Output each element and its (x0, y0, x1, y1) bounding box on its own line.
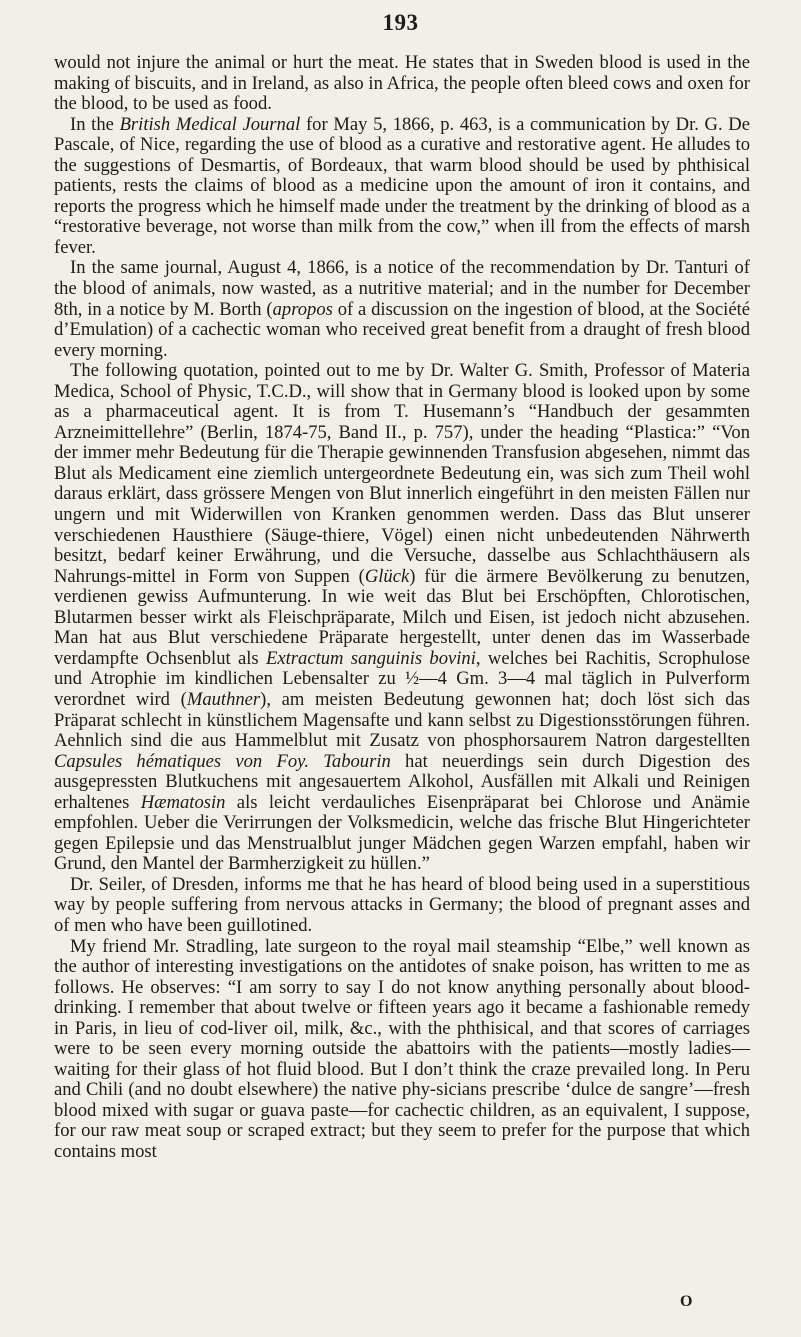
paragraph (54, 258, 750, 361)
italic-text: Capsules hématiques von Foy. Tabourin (54, 750, 391, 772)
text-run: My friend Mr. Stradling, late surgeon to the royal mail steamship “Elbe,” well known as the author of interesting investigations on the antidotes of snake poison, has written to me as follows. He observes: “I am sorry to say I do not know anything personally about blood-drinking. I remember that about twelve or fifteen years ago it became a fashionable remedy in Paris, in lieu of cod-liver oil, milk, &c., with the phthisical, and that scores of carriages were to be seen every morning outside the abattoirs with the patients—mostly ladies—waiting for their glass of hot fluid blood. But I don’t think the craze prevailed long. In Peru and Chili (and no doubt elsewhere) the native phy-sicians prescribe ‘dulce de sangre’—fresh blood mixed with sugar or guava paste—for cachectic children, as an equivalent, I suppose, for our raw meat soup or scraped extract; but they seem to prefer for the purpose that which contains most (54, 935, 750, 1162)
italic-text: British Medical Journal (119, 113, 301, 135)
text-run: of a discussion on the ingestion of blood, at the Société d’Emulation) of a cachectic woman who received great benefit from a draught of fresh blood every morning. (54, 298, 750, 361)
text-run: ) für die ärmere Bevölkerung zu benutzen, verdienen gewiss Aufmunterung. In wie weit das Blut bei Erschöpften, Chlorotischen, Blutarmen besser wirkt als Fleischpräparate, Milch und Eisen, ist jedoch nicht abzusehen. Man hat aus Blut verschiedene Präparate hergestellt, unter denen das im Wasserbade verdampfte Ochsenblut als (54, 565, 750, 669)
text-run: Dr. Seiler, of Dresden, informs me that he has heard of blood being used in a superstitious way by people suffering from nervous attacks in Germany; the blood of pregnant asses and of men who have been guillotined. (54, 873, 750, 936)
italic-text: Extractum sanguinis bovini (266, 647, 476, 669)
paragraph (54, 53, 750, 115)
text-run: In the (70, 113, 120, 135)
italic-text: Mauthner (186, 688, 261, 710)
italic-text: Hæmatosin (140, 791, 226, 813)
text-run: would not injure the animal or hurt the meat. He states that in Sweden blood is used in the making of biscuits, and in Ireland, as also in Africa, the people often bleed cows and oxen for the blood, to be used as food. (54, 52, 750, 115)
text-run: The following quotation, pointed out to me by Dr. Walter G. Smith, Professor of Materia Medica, School of Physic, T.C.D., will show that in Germany blood is looked upon by some as a pharmaceutical agent. It is from T. Husemann’s “Handbuch der gesammten Arzneimittellehre” (Berlin, 1874-75, Band II., p. 757), under the heading “Plastica:” “Von der immer mehr Bedeutung für die Therapie gewinnenden Transfusion abgesehen, nimmt das Blut als Medicament eine ziemlich untergeordnete Bedeutung ein, was sich zum Theil wohl daraus erklärt, dass grössere Mengen von Blut innerlich eingeführt in den meisten Fällen nur ungern und mit Widerwillen von Kranken genommen werden. Dass das Blut unserer verschiedenen Hausthiere (Säuge-thiere, Vögel) einen nicht unbedeutenden Nährwerth besitzt, bedarf keiner Erwährung, und die Versuche, dasselbe aus Schlachthäusern als Nahrungs-mittel in Form von Suppen ( (54, 360, 750, 587)
text-run: hat neuerdings sein durch Digestion des ausgepressten Blutkuchens mit angesauertem Alkohol, Ausfällen mit Alkali und Reinigen erhaltenes (54, 750, 750, 813)
body-text (54, 53, 750, 1163)
paragraph (54, 875, 750, 937)
text-run: In the same journal, August 4, 1866, is a notice of the recommendation by Dr. Tanturi of the blood of animals, now wasted, as a nutritive material; and in the number for December 8th, in a notice by M. Borth ( (54, 257, 750, 320)
text-run: als leicht verdauliches Eisenpräparat bei Chlorose und Anämie empfohlen. Ueber die Verirrungen der Volksmedicin, welche das frische Blut Hingerichteter gegen Epilepsie und das Menstrualblut junger Mädchen gegen Warzen empfahl, haben wir Grund, den Mantel der Barmherzigkeit zu hüllen.” (54, 791, 751, 875)
text-run: ), am meisten Bedeutung gewonnen hat; doch löst sich das Präparat schlecht in künstlichem Magensafte und kann selbst zu Digestionsstörungen führen. Aehnlich sind die aus Hammelblut mit Zusatz von phosphorsaurem Natron dargestellten (54, 688, 750, 752)
italic-text: Glück (364, 565, 410, 587)
italic-text: apropos (272, 298, 333, 320)
paragraph (54, 361, 750, 875)
signature-mark: O (680, 1293, 693, 1310)
text-run: for May 5, 1866, p. 463, is a communication by Dr. G. De Pascale, of Nice, regarding the use of blood as a curative and restorative agent. He alludes to the suggestions of Desmartis, of Bordeaux, that warm blood should be used by phthisical patients, rests the claims of blood as a medicine upon the amount of iron it contains, and reports the progress which he himself made under the treatment by the drinking of blood as a “restorative beverage, not worse than milk from the cow,” when ill from the effects of marsh fever. (54, 113, 750, 258)
paragraph (54, 115, 750, 259)
text-run: , welches bei Rachitis, Scrophulose und Atrophie im kindlichen Lebensalter zu ½—4 Gm. 3—4 mal täglich in Pulverform verordnet wird ( (54, 647, 751, 710)
paragraph (54, 937, 750, 1163)
page-number: 193 (382, 10, 419, 35)
